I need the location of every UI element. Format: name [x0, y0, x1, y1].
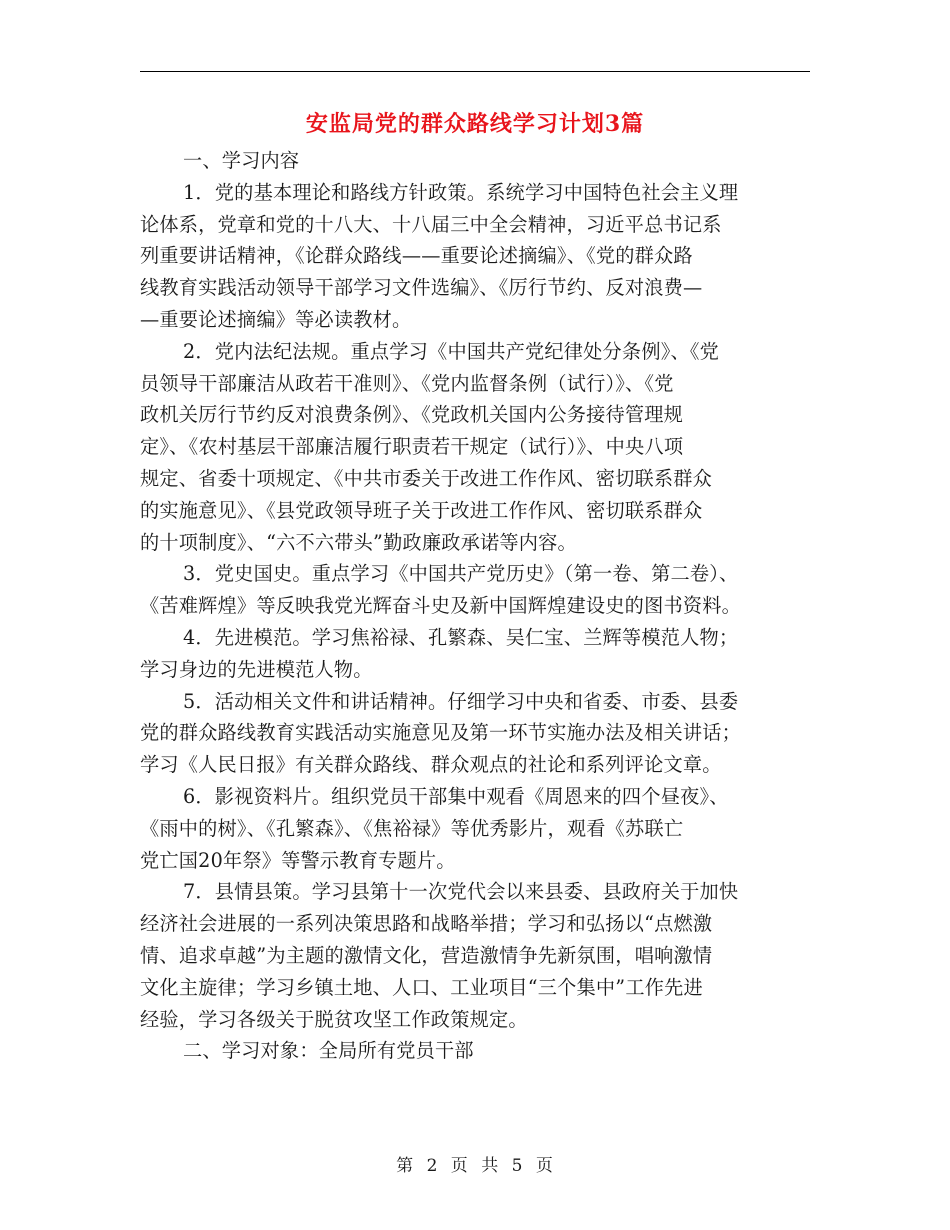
text-line: 5．活动相关文件和讲话精神。仔细学习中央和省委、市委、县委: [183, 689, 739, 713]
paragraph-role-models: [140, 622, 812, 686]
text-line: 文化主旋律；学习乡镇土地、人口、工业项目“三个集中”工作先进: [140, 975, 703, 999]
text-line: 员领导干部廉洁从政若干准则》、《党内监督条例（试行）》、《党: [140, 371, 674, 395]
text-line: 3．党史国史。重点学习《中国共产党历史》（第一卷、第二卷）、: [183, 562, 739, 586]
text-line: 学习《人民日报》有关群众路线、群众观点的社论和系列评论文章。: [140, 753, 722, 777]
text-line: 2．党内法纪法规。重点学习《中国共产党纪律处分条例》、《党: [183, 339, 720, 363]
page-number-footer: 第 2 页 共 5 页: [396, 1156, 554, 1176]
text-line: 的十项制度》、“六不六带头”勤政廉政承诺等内容。: [140, 530, 577, 554]
paragraph-party-regulations: [140, 336, 812, 559]
text-line: 7．县情县策。学习县第十一次党代会以来县委、县政府关于加快: [183, 880, 739, 904]
paragraph-county-policy: [140, 876, 812, 1035]
text-line: 情、追求卓越”为主题的激情文化，营造激情争先新氛围，唱响激情: [140, 943, 713, 967]
text-line: 二、学习对象：全局所有党员干部: [183, 1039, 474, 1063]
paragraph-basic-theory: [140, 177, 812, 336]
text-line: 党的群众路线教育实践活动实施意见及第一环节实施办法及相关讲话；: [140, 721, 742, 745]
header-rule: [140, 71, 810, 72]
text-line: 论体系，党章和党的十八大、十八届三中全会精神，习近平总书记系: [140, 212, 722, 236]
text-line: 1．党的基本理论和路线方针政策。系统学习中国特色社会主义理: [183, 180, 739, 204]
document-body: [140, 145, 812, 1067]
text-line: 列重要讲话精神，《论群众路线——重要论述摘编》、《党的群众路: [140, 244, 693, 268]
text-line: 定》、《农村基层干部廉洁履行职责若干规定（试行）》、中央八项: [140, 435, 684, 459]
text-line: 的实施意见》、《县党政领导班子关于改进工作作风、密切联系群众: [140, 498, 703, 522]
section-heading-study-content: [140, 145, 812, 177]
text-line: 学习身边的先进模范人物。: [140, 657, 373, 681]
text-line: 《苦难辉煌》等反映我党光辉奋斗史及新中国辉煌建设史的图书资料。: [140, 594, 742, 618]
text-line: 线教育实践活动领导干部学习文件选编》、《厉行节约、反对浪费—: [140, 276, 703, 300]
text-line: 《雨中的树》、《孔繁森》、《焦裕禄》等优秀影片，观看《苏联亡: [140, 816, 684, 840]
text-line: 经济社会进展的一系列决策思路和战略举措；学习和弘扬以“点燃激: [140, 912, 713, 936]
text-line: 6．影视资料片。组织党员干部集中观看《周恩来的四个昼夜》、: [183, 784, 729, 808]
text-line: 经验，学习各级关于脱贫攻坚工作政策规定。: [140, 1007, 528, 1031]
document-title: 安监局党的群众路线学习计划3篇: [305, 111, 645, 137]
text-line: —重要论述摘编》等必读教材。: [140, 307, 412, 331]
paragraph-activity-documents: [140, 686, 812, 781]
text-line: 党亡国20年祭》等警示教育专题片。: [140, 848, 456, 872]
text-line: 一、学习内容: [183, 149, 300, 172]
paragraph-party-history: [140, 558, 812, 622]
section-heading-study-audience: [140, 1035, 812, 1067]
text-line: 规定、省委十项规定、《中共市委关于改进工作作风、密切联系群众: [140, 466, 713, 490]
text-line: 4．先进模范。学习焦裕禄、孔繁森、吴仁宝、兰辉等模范人物；: [183, 625, 739, 649]
paragraph-films: [140, 781, 812, 876]
text-line: 政机关厉行节约反对浪费条例》、《党政机关国内公务接待管理规: [140, 403, 684, 427]
